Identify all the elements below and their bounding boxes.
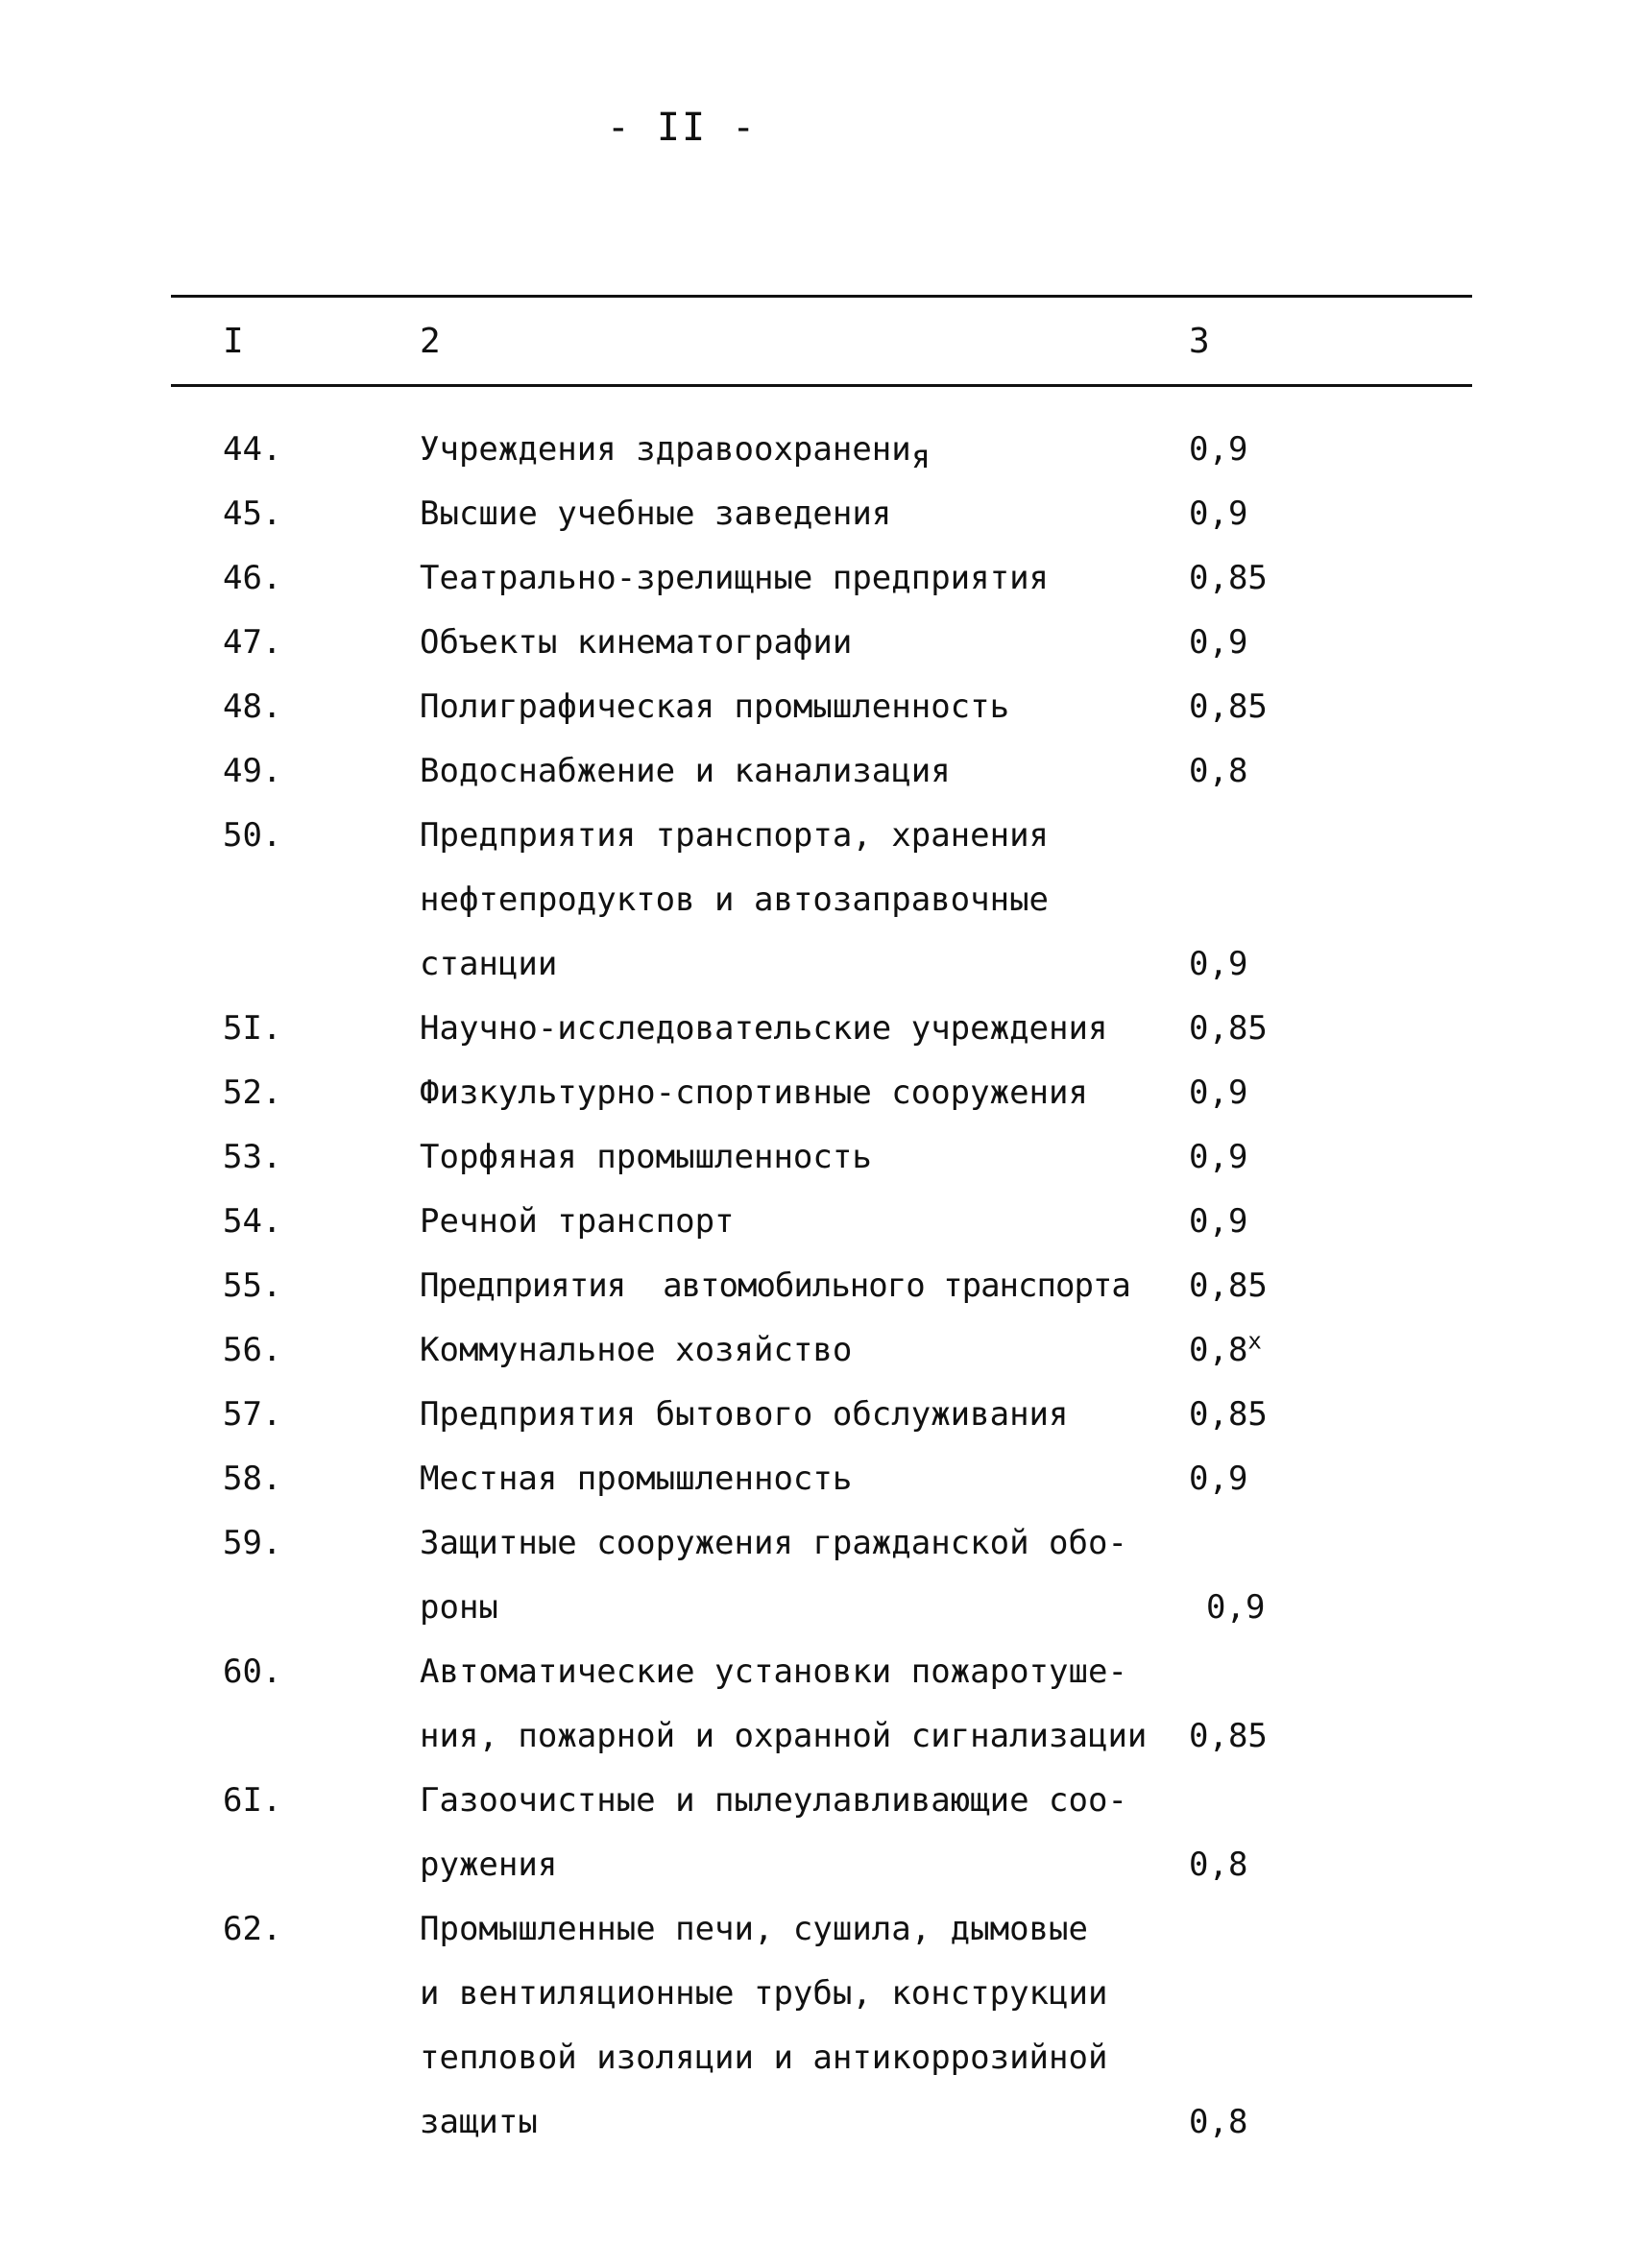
row-description: Научно-исследовательские учреждения — [420, 1009, 1108, 1048]
row-value: 0,9 — [1189, 623, 1248, 662]
column-header-2: 2 — [420, 322, 441, 361]
row-description: Объекты кинематографии — [420, 623, 853, 662]
table-header-row — [0, 322, 1645, 370]
row-number: 52. — [223, 1074, 282, 1112]
row-value: 0,9 — [1189, 945, 1248, 983]
row-description: Местная промышленность — [420, 1460, 853, 1498]
row-value: 0,8 — [1189, 1846, 1248, 1884]
table-row — [0, 1447, 1645, 1511]
row-number: 6I. — [223, 1781, 282, 1820]
row-number: 45. — [223, 495, 282, 533]
row-value: 0,9 — [1189, 1460, 1248, 1498]
row-value: 0,85 — [1189, 1717, 1268, 1755]
row-description: Коммунальное хозяйство — [420, 1331, 853, 1369]
row-number: 62. — [223, 1910, 282, 1948]
row-description: Учреждения здравоохранени$_я$ — [420, 430, 931, 476]
row-description: Физкультурно-спортивные сооружения — [420, 1074, 1088, 1112]
row-description: Предприятия автомобильного транспорта — [420, 1267, 1130, 1305]
row-number: 55. — [223, 1267, 282, 1305]
row-value: 0,9 — [1206, 1588, 1266, 1627]
column-header-3: 3 — [1189, 322, 1210, 361]
table-row — [0, 1640, 1645, 1769]
row-description: Театрально-зрелищные предприятия — [420, 559, 1050, 597]
row-description: Защитные сооружения гражданской обо- роны — [420, 1524, 1127, 1627]
row-value: 0,9 — [1189, 430, 1248, 469]
table-top-rule — [171, 295, 1472, 298]
row-number: 59. — [223, 1524, 282, 1562]
row-value: 0,9 — [1189, 495, 1248, 533]
column-header-1: I — [223, 322, 244, 361]
table-row — [0, 675, 1645, 739]
page-number: - II - — [606, 106, 758, 150]
row-value: 0,9 — [1189, 1074, 1248, 1112]
row-description: Промышленные печи, сушила, дымовые и вентиляционные трубы, конструкции тепловой изоляции и антикоррозийной защиты — [420, 1910, 1108, 2141]
row-number: 49. — [223, 752, 282, 790]
table-row — [0, 1511, 1645, 1640]
table-row — [0, 418, 1645, 482]
row-value: 0,9 — [1189, 1138, 1248, 1176]
row-value: 0,85 — [1189, 1267, 1268, 1305]
row-value: 0,8 — [1189, 2103, 1248, 2141]
row-number: 44. — [223, 430, 282, 469]
row-description: Торфяная промышленность — [420, 1138, 872, 1176]
row-number: 48. — [223, 688, 282, 726]
table-body — [0, 418, 1645, 2155]
row-number: 58. — [223, 1460, 282, 1498]
row-description: Автоматические установки пожаротуше- ния, пожарной и охранной сигнализации — [420, 1653, 1148, 1755]
row-number: 46. — [223, 559, 282, 597]
table-row — [0, 546, 1645, 611]
table-row — [0, 1125, 1645, 1190]
table-row — [0, 1254, 1645, 1318]
row-value: 0,85 — [1189, 1009, 1268, 1048]
row-number: 60. — [223, 1653, 282, 1691]
row-number: 56. — [223, 1331, 282, 1369]
table-row — [0, 1897, 1645, 2155]
row-number: 57. — [223, 1395, 282, 1434]
row-number: 54. — [223, 1202, 282, 1241]
table-row — [0, 611, 1645, 675]
row-description: Полиграфическая промышленность — [420, 688, 1010, 726]
footnote-mark: x — [1247, 1327, 1262, 1355]
table-row — [0, 482, 1645, 546]
row-description: Предприятия транспорта, хранения нефтепродуктов и автозаправочные станции — [420, 816, 1050, 983]
row-number: 53. — [223, 1138, 282, 1176]
row-number: 50. — [223, 816, 282, 855]
row-value: 0,8$^x$ — [1189, 1327, 1262, 1369]
row-value: 0,8 — [1189, 752, 1248, 790]
table-row — [0, 1769, 1645, 1897]
row-description: Предприятия бытового обслуживания — [420, 1395, 1069, 1434]
table-row — [0, 804, 1645, 997]
table-row — [0, 1318, 1645, 1383]
table-header-rule — [171, 384, 1472, 387]
row-description: Газоочистные и пылеулавливающие соо- ружения — [420, 1781, 1127, 1884]
table-row — [0, 1383, 1645, 1447]
row-description: Высшие учебные заведения — [420, 495, 892, 533]
row-value: 0,85 — [1189, 1395, 1268, 1434]
row-value: 0,85 — [1189, 559, 1268, 597]
table-row — [0, 739, 1645, 804]
table-row — [0, 1190, 1645, 1254]
row-number: 47. — [223, 623, 282, 662]
row-description: Речной транспорт — [420, 1202, 735, 1241]
table-row — [0, 997, 1645, 1061]
row-number: 5I. — [223, 1009, 282, 1048]
table-row — [0, 1061, 1645, 1125]
row-value: 0,9 — [1189, 1202, 1248, 1241]
row-description: Водоснабжение и канализация — [420, 752, 951, 790]
row-value: 0,85 — [1189, 688, 1268, 726]
